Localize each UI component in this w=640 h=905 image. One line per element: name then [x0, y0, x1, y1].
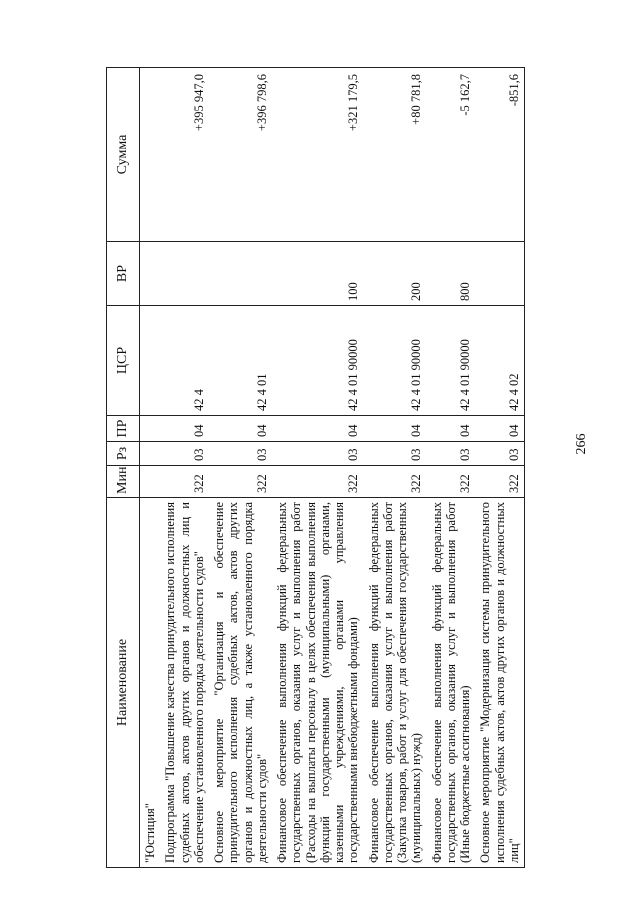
table-row [364, 68, 427, 868]
row-rz: 03 [427, 442, 476, 466]
table-row [209, 68, 272, 868]
row-name: Финансовое обеспечение выполнения функций федеральных государственных органов, оказания услуг и выполнения работ (Иные бюджетные ассигнования) [427, 498, 476, 868]
row-vr: 100 [272, 242, 364, 306]
row-min: 322 [209, 466, 272, 498]
header-name: Наименование [107, 498, 140, 868]
row-csr: 42 4 01 90000 [272, 306, 364, 416]
row-name: Финансовое обеспечение выполнения функций федеральных государственных органов, оказания услуг и выполнения работ (Закупка товаров, работ и услуг для обеспечения государственных (муниципальных) нужд) [364, 498, 427, 868]
row-rz: 03 [160, 442, 209, 466]
header-vr: ВР [107, 242, 140, 306]
row-min: 322 [364, 466, 427, 498]
row-name: Основное мероприятие "Модернизация системы принудительного исполнения судебных актов, актов других органов и должностных лиц" [475, 498, 524, 868]
row-vr: 800 [427, 242, 476, 306]
row-pr: 04 [209, 416, 272, 442]
header-rz: Рз [107, 442, 140, 466]
row-pr: 04 [272, 416, 364, 442]
row-pr: 04 [427, 416, 476, 442]
row-pr: 04 [160, 416, 209, 442]
table-row [427, 68, 476, 868]
row-name: Подпрограмма "Повышение качества принудительного исполнения судебных актов, актов других органов и должностных лиц и обеспечение установленного порядка деятельности судов" [160, 498, 209, 868]
row-name: Основное мероприятие "Организация и обеспечение принудительного исполнения судебных актов, актов других органов и должностных лиц, а также установленного порядка деятельности судов" [209, 498, 272, 868]
header-pr: ПР [107, 416, 140, 442]
row-sum: +321 179,5 [272, 68, 364, 242]
row-sum: +395 947,0 [160, 68, 209, 242]
table-row [272, 68, 364, 868]
row-vr [475, 242, 524, 306]
budget-table [106, 67, 525, 868]
row-csr: 42 4 [160, 306, 209, 416]
row-sum: +396 798,6 [209, 68, 272, 242]
row-name: Финансовое обеспечение выполнения функций федеральных государственных органов, оказания услуг и выполнения работ (Расходы на выплаты персоналу в целях обеспечения выполнения функций государственными (муниципальными) органами, казенными учреждениями, органами управления государственными внебюджетными фондами) [272, 498, 364, 868]
header-csr: ЦСР [107, 306, 140, 416]
table-rotated-container [106, 68, 626, 868]
row-sum: +80 781,8 [364, 68, 427, 242]
row-vr [209, 242, 272, 306]
row-min: 322 [475, 466, 524, 498]
section-title: "Юстиция" [140, 498, 161, 868]
row-min: 322 [427, 466, 476, 498]
row-csr: 42 4 01 [209, 306, 272, 416]
row-sum: -5 162,7 [427, 68, 476, 242]
row-csr: 42 4 01 90000 [364, 306, 427, 416]
table-row [160, 68, 209, 868]
row-csr: 42 4 01 90000 [427, 306, 476, 416]
page-number: 266 [574, 433, 589, 455]
section-row [140, 68, 161, 868]
row-sum: -851,6 [475, 68, 524, 242]
row-vr: 200 [364, 242, 427, 306]
row-pr: 04 [475, 416, 524, 442]
row-rz: 03 [475, 442, 524, 466]
table-header-row [107, 68, 140, 868]
row-pr: 04 [364, 416, 427, 442]
table-row [475, 68, 524, 868]
row-csr: 42 4 02 [475, 306, 524, 416]
row-vr [160, 242, 209, 306]
row-rz: 03 [209, 442, 272, 466]
row-rz: 03 [272, 442, 364, 466]
row-min: 322 [160, 466, 209, 498]
header-min: Мин [107, 466, 140, 498]
row-min: 322 [272, 466, 364, 498]
row-rz: 03 [364, 442, 427, 466]
header-sum: Сумма [107, 68, 140, 242]
